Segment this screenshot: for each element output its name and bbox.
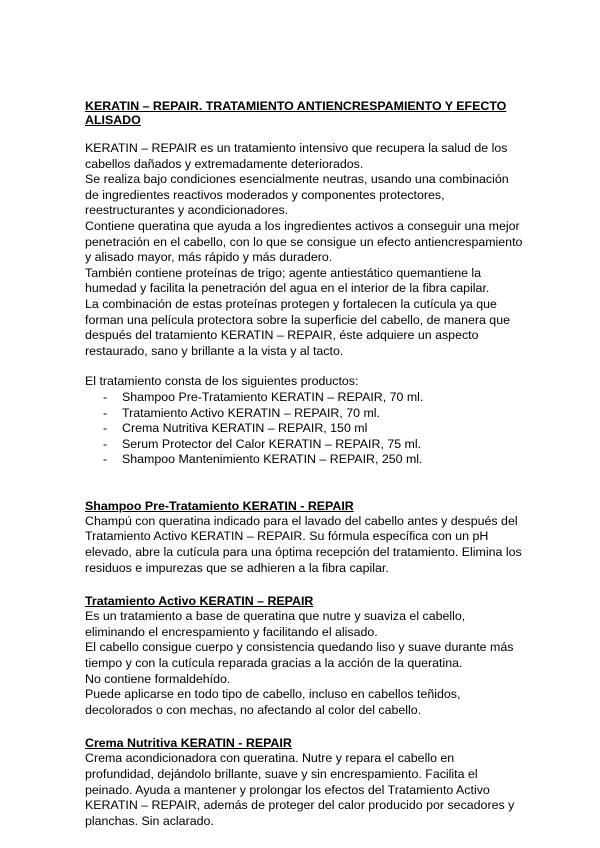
section-crema-nutritiva [85,736,525,829]
list-item [103,421,525,437]
intro-paragraph: Contiene queratina que ayuda a los ingredientes activos a conseguir una mejor penetración en el cabello, con lo que se consigue un efecto antiencrespamiento y alisado mayor, más rápido y más duradero. [85,218,523,265]
products-intro: El tratamiento consta de los siguientes productos: [85,374,359,389]
list-item-text: Serum Protector del Calor KERATIN – REPAIR, 75 ml. [122,436,422,451]
section-paragraph: El cabello consigue cuerpo y consistencia quedando liso y suave durante más tiempo y con la cutícula reparada gracias a la acción de la queratina. [85,640,514,671]
intro-paragraph: También contiene proteínas de trigo; agente antiestático quemantiene la humedad y facilita la penetración del agua en el interior de la fibra capilar. [85,265,490,296]
intro-paragraph: Se realiza bajo condiciones esencialmente neutras, usando una combinación de ingredientes reactivos moderados y componentes protectores, reestructurantes y acondicionadores. [85,172,509,218]
list-item-text: Shampoo Pre-Tratamiento KERATIN – REPAIR, 70 ml. [122,389,424,404]
section-paragraph: Es un tratamiento a base de queratina que nutre y suaviza el cabello, eliminando el encrespamiento y facilitando el alisado. [85,609,466,639]
section-paragraph: Champú con queratina indicado para el lavado del cabello antes y después del Tratamiento Activo KERATIN – REPAIR. Su fórmula específica con un pH elevado, abre la cutícula para una óptima recepción del tratamiento. Elimina los residuos e impurezas que se adhieren a la fibra capilar. [85,513,522,575]
list-marker: - [103,436,108,451]
list-item-text: Crema Nutritiva KERATIN – REPAIR, 150 ml [122,421,368,436]
document-page [85,99,525,829]
intro-paragraph: KERATIN – REPAIR es un tratamiento intensivo que recupera la salud de los cabellos dañados y extremadamente deteriorados. [85,141,508,171]
list-marker: - [103,421,108,436]
list-item [103,452,525,468]
list-item [103,390,525,406]
section-paragraph: Puede aplicarse en todo tipo de cabello, incluso en cabellos teñidos, decolorados o con mechas, no afectando al color del cabello. [85,687,461,717]
list-item [103,437,525,453]
list-marker: - [103,389,108,404]
section-heading: Shampoo Pre-Tratamiento KERATIN - REPAIR [85,498,354,513]
list-marker: - [103,405,108,420]
list-item [103,406,525,422]
section-paragraph: Crema acondicionadora con queratina. Nutre y repara el cabello en profundidad, dejándolo brillante, suave y sin encrespamiento. Facilita el peinado. Ayuda a mantener y prolongar los efectos del Tratamiento Activo KERATIN – REPAIR, además de proteger del calor producido por secadores y planchas. Sin aclarado. [85,751,515,828]
products-list [85,390,525,468]
section-paragraph: No contiene formaldehído. [85,671,231,686]
list-item-text: Tratamiento Activo KERATIN – REPAIR, 70 ml. [122,405,380,420]
section-heading: Crema Nutritiva KERATIN - REPAIR [85,736,292,751]
section-tratamiento-activo [85,594,525,718]
list-marker: - [103,452,108,467]
section-shampoo-pre-tratamiento [85,499,525,576]
intro-paragraph: La combinación de estas proteínas protegen y fortalecen la cutícula ya que forman una película protectora sobre la superficie del cabello, de manera que después del tratamiento KERATIN – REPAIR, éste adquiere un aspecto restaurado, sano y brillante a la vista y al tacto. [85,296,510,358]
document-title: KERATIN – REPAIR. TRATAMIENTO ANTIENCRESPAMIENTO Y EFECTO ALISADO [85,99,507,127]
intro-block [85,141,525,359]
section-heading: Tratamiento Activo KERATIN – REPAIR [85,594,314,609]
list-item-text: Shampoo Mantenimiento KERATIN – REPAIR, 250 ml. [122,452,423,467]
